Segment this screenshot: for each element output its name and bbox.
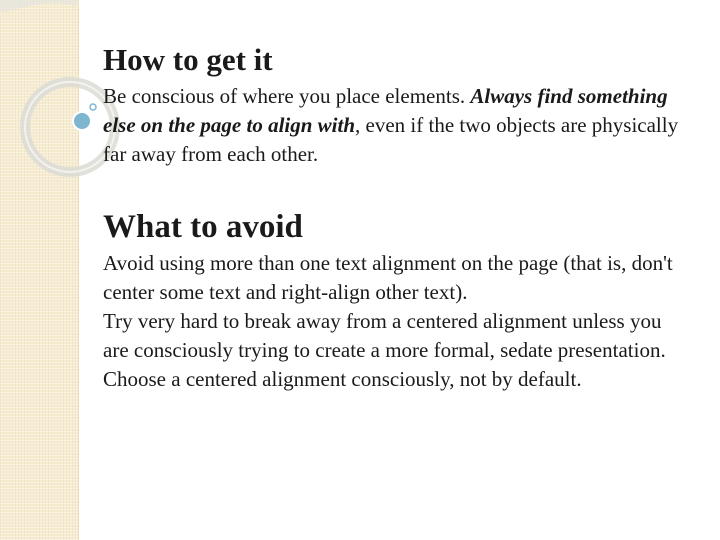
heading-how-to-get-it: How to get it [103, 42, 273, 77]
paragraph-be-conscious [103, 82, 688, 169]
section-what-to-avoid [103, 205, 688, 249]
paragraph-text-before: Be conscious of where you place elements. [103, 84, 471, 108]
slide-content [103, 38, 688, 394]
heading-what-to-avoid: What to avoid [103, 209, 303, 245]
paragraph-emphasis: Always find something else on the page to align with [103, 84, 668, 137]
paragraph-break-away: Try very hard to break away from a centered alignment unless you are consciously trying to create a more formal, sedate presentation. Choose a centered alignment consciously, not by default. [103, 309, 666, 391]
paragraph-text-after: , even if the two objects are physically far away from each other. [103, 113, 679, 166]
paragraph-avoid-alignments: Avoid using more than one text alignment on the page (that is, don't center some text and right-align other text). [103, 251, 673, 304]
